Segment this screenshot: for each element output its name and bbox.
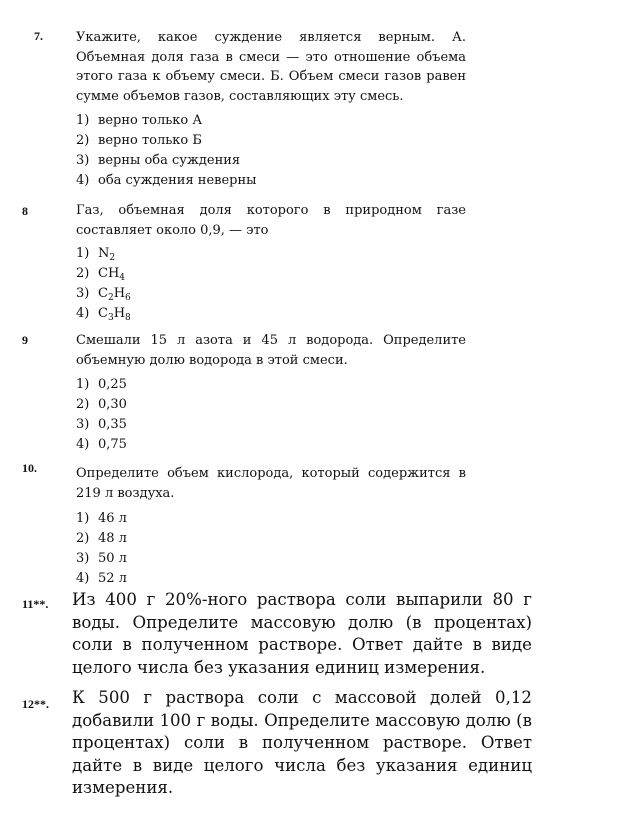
question-text: Газ, объемная доля которого в природном газе составляет около 0,9, — это [76, 203, 466, 238]
answer-option[interactable]: 3) $C_2H_6$ [76, 286, 131, 303]
answer-option[interactable]: 4) $C_3H_8$ [76, 306, 131, 323]
formula: $C_3H_8$ [98, 306, 131, 323]
answer-option[interactable]: 1) верно только А [76, 113, 203, 128]
question-number: 11**. [22, 597, 49, 611]
answer-option[interactable]: 3) верны оба суждения [76, 153, 241, 168]
answer-options [76, 375, 127, 455]
answer-option[interactable]: 2) $CH_4$ [76, 266, 126, 283]
question-text: К 500 г раствора соли с массовой долей 0,12 добавили 100 г воды. Определите массовую долю (в процентах) соли в полученном растворе. Ответ дайте в виде целого числа без указания единиц измерения. [72, 688, 532, 797]
formula: $C_2H_6$ [98, 286, 131, 303]
answer-options [76, 111, 257, 191]
answer-option[interactable]: 1) 46 л [76, 511, 127, 526]
formula: $CH_4$ [98, 266, 126, 283]
answer-options [76, 509, 127, 589]
question-number: 10. [22, 461, 37, 475]
question-text: Смешали 15 л азота и 45 л водорода. Определите объемную долю водорода в этой смеси. [76, 333, 466, 368]
formula: $N_2$ [98, 246, 116, 263]
question-number: 7. [34, 29, 43, 43]
answer-option[interactable]: 3) 0,35 [76, 417, 127, 432]
answer-option[interactable]: 2) 48 л [76, 531, 127, 546]
answer-option[interactable]: 4) 52 л [76, 571, 127, 586]
question-number: 8 [22, 204, 28, 218]
question-number: 9 [22, 333, 28, 347]
question-number: 12**. [22, 697, 49, 711]
answer-option[interactable]: 2) верно только Б [76, 133, 202, 148]
answer-option[interactable]: 4) оба суждения неверны [76, 173, 257, 188]
question-text: Определите объем кислорода, который содержится в 219 л воздуха. [76, 466, 466, 501]
question-text: Укажите, какое суждение является верным. А. Объемная доля газа в смеси — это отношение объема этого газа к объему смеси. Б. Объем смеси газов равен сумме объемов газов, составляющих эту смесь. [76, 30, 466, 104]
answer-option[interactable]: 3) 50 л [76, 551, 127, 566]
question-text: Из 400 г 20%-ного раствора соли выпарили 80 г воды. Определите массовую долю (в процентах) соли в полученном растворе. Ответ дайте в виде целого числа без указания единиц измерения. [72, 590, 532, 677]
answer-options [76, 244, 131, 324]
answer-option[interactable]: 1) $N_2$ [76, 246, 116, 263]
answer-option[interactable]: 2) 0,30 [76, 397, 127, 412]
answer-option[interactable]: 4) 0,75 [76, 437, 127, 452]
answer-option[interactable]: 1) 0,25 [76, 377, 127, 392]
